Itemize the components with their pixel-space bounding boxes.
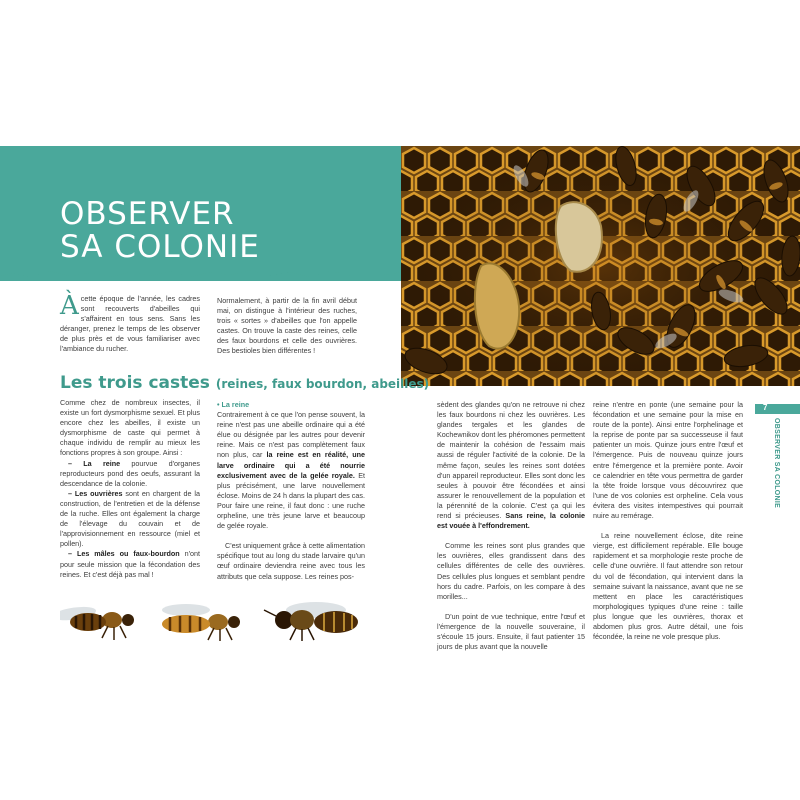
col4-paragraph-1: reine n'entre en ponte (une semaine pour la fécondation et une semaine pour la mise en route de la ponte). Ainsi entre l'orphelinage et la reprise de ponte par sa successeuse il faut patienter un mois. Quinze jours entre l'œuf et l'émergence. Puis de nouveau quinze jours entre l'émergence et la première ponte. Avoir ce calendrier en tête vous permettra de garder la tête froide lorsque vous découvrirez que l'une de vos colonies est orpheline. Cela vous évitera des visites intempestives qui pourrait nuire au remérage.: [593, 400, 743, 521]
title-line-1: OBSERVER: [60, 196, 235, 232]
col3-p1a: sèdent des glandes qu'on ne retrouve ni chez les faux bourdons ni chez les ouvrières. Les glandes tergales et les glandes de Kochewnikov dont les phéromones permettent de maintenir la cohésion de l'essaim mais aussi de réguler l'activité de la colonie. De la même façon, seules les reines sont dotées d'un appareil reproducteur. Elles sont donc les seules à pouvoir être fécondées et ainsi assurer le renouvellement de la population et la pérennité de la colonie. C'est ça qui les rend si précieuses.: [437, 400, 585, 521]
col2-intro-text: Normalement, à partir de la fin avril début mai, on distingue à l'intérieur des ruches, trois « sortes » d'abeilles que l'on appelle castes. On trouve la caste des reines, celle des faux bourdons et celle des ouvrières. Des bestioles bien différentes !: [217, 296, 357, 356]
column-3: [437, 400, 585, 652]
queen-label: – La reine: [68, 458, 121, 468]
section-heading-main: Les trois castes: [60, 373, 210, 393]
col2-intro-paragraph: [217, 296, 357, 357]
drone-bee-icon: [264, 602, 358, 641]
col3-paragraph-2: Comme les reines sont plus grandes que les ouvrières, elles grandissent dans des cellules différentes de celle des ouvrières. Des cellules plus longues et semblant pendre hors du cadre. Parfois, on les compare à des morilles...: [437, 541, 585, 601]
col3-paragraph-3: D'un point de vue technique, entre l'œuf et l'émergence de la nouvelle souveraine, il s'écoule 15 jours. Ensuite, il faut patienter 15 jours de plus avant que la nouvelle: [437, 611, 585, 652]
title-line-2: SA COLONIE: [60, 229, 260, 265]
intro-paragraph: [60, 291, 200, 355]
col1-workers-item: [60, 489, 200, 550]
col1-queen-item: [60, 459, 200, 489]
drop-cap: À: [60, 291, 79, 321]
col2-p1a: Contrairement à ce que l'on pense souvent, la reine n'est pas une abeille ordinaire qui a été élue ou désignée par les autres pour devenir reine. Mais ce n'est pas complètement faux non plus, car: [217, 410, 365, 460]
section-heading-sub: (reines, faux bourdon, abeilles): [215, 377, 430, 391]
worker-bee-icon: [60, 605, 134, 640]
col3-p1b-bold: Sans reine, la colonie est vouée à l'effondrement.: [437, 511, 586, 531]
col3-paragraph-1: [437, 400, 585, 531]
col2-p1b-bold: la reine est en réalité, une larve ordinaire qui a été nourrie exclusivement avec de la gelée royale.: [217, 450, 365, 480]
males-label: – Les mâles ou faux-bourdon: [68, 549, 180, 559]
honeycomb-photo: [401, 146, 800, 386]
col1-paragraph-1: Comme chez de nombreux insectes, il existe un fort dysmorphisme sexuel. Et plus encore chez les abeilles, il existe un dysmorphisme de caste qui permet à chaque individu de remplir au mieux les fonctions propres à son groupe. Ainsi :: [60, 398, 200, 458]
col1-males-item: [60, 549, 200, 579]
page-number-tab: [755, 404, 800, 414]
page-number: 7: [763, 403, 768, 412]
queen-subheading: • La reine: [217, 400, 250, 409]
queen-text: pourvue d'organes reproducteurs pond des oeufs, assurant la descendance de la colonie.: [60, 458, 200, 488]
column-2: [217, 400, 365, 582]
column-1: [60, 398, 200, 580]
workers-text: sont en chargent de la construction, de l'entretien et de la défense de la ruche. Elles ont également la charge de l'élevage du couvain et de l'approvisionnement en ressource (miel et pollen).: [60, 488, 200, 549]
column-4: [593, 400, 743, 642]
workers-label: – Les ouvrières: [68, 488, 123, 498]
col4-paragraph-2: La reine nouvellement éclose, dite reine vierge, est difficilement repérable. Elle bouge rapidement et sa morphologie reste proche de celle d'une ouvrière. Il faut attendre son retour du vol de fécondation, qui intervient dans la semaine suivant la naissance, avant que ne se mettent en place les caractéristiques morphologiques typiques d'une reine : taille plus longue que les ouvrières, thorax et abdomen plus gros. Autre détail, une fois fécondée, la reine ne vole presque plus.: [593, 531, 743, 642]
col2-paragraph-1: [217, 410, 365, 531]
col2-p1c: Et plus précisément, une larve nouvellement éclose. Moins de 24 h dans la plupart des cas. Pour faire une reine, il faut donc : une ruche orpheline, une très jeune larve et beaucoup de gelée royale.: [217, 470, 366, 531]
section-heading: [60, 373, 429, 393]
page-title: [60, 198, 260, 264]
col2-paragraph-2: C'est uniquement grâce à cette alimentation spécifique tout au long du stade larvaire qu'un œuf ordinaire deviendra reine avec tous les attributs que cela suppose. Les reines pos-: [217, 541, 366, 581]
running-title: OBSERVER SA COLONIE: [773, 418, 780, 509]
queen-bee-icon: [162, 604, 240, 641]
intro-text: cette époque de l'année, les cadres sont recouverts d'abeilles qui s'affairent en tous sens. Sans les déranger, prenez le temps de les observer de plus près et de vous familiariser avec l'ambiance du rucher.: [60, 294, 200, 354]
males-text: n'ont pour seule mission que la fécondation des reines. Et c'est déjà pas mal !: [60, 549, 201, 579]
three-castes-illustration: [60, 598, 360, 646]
